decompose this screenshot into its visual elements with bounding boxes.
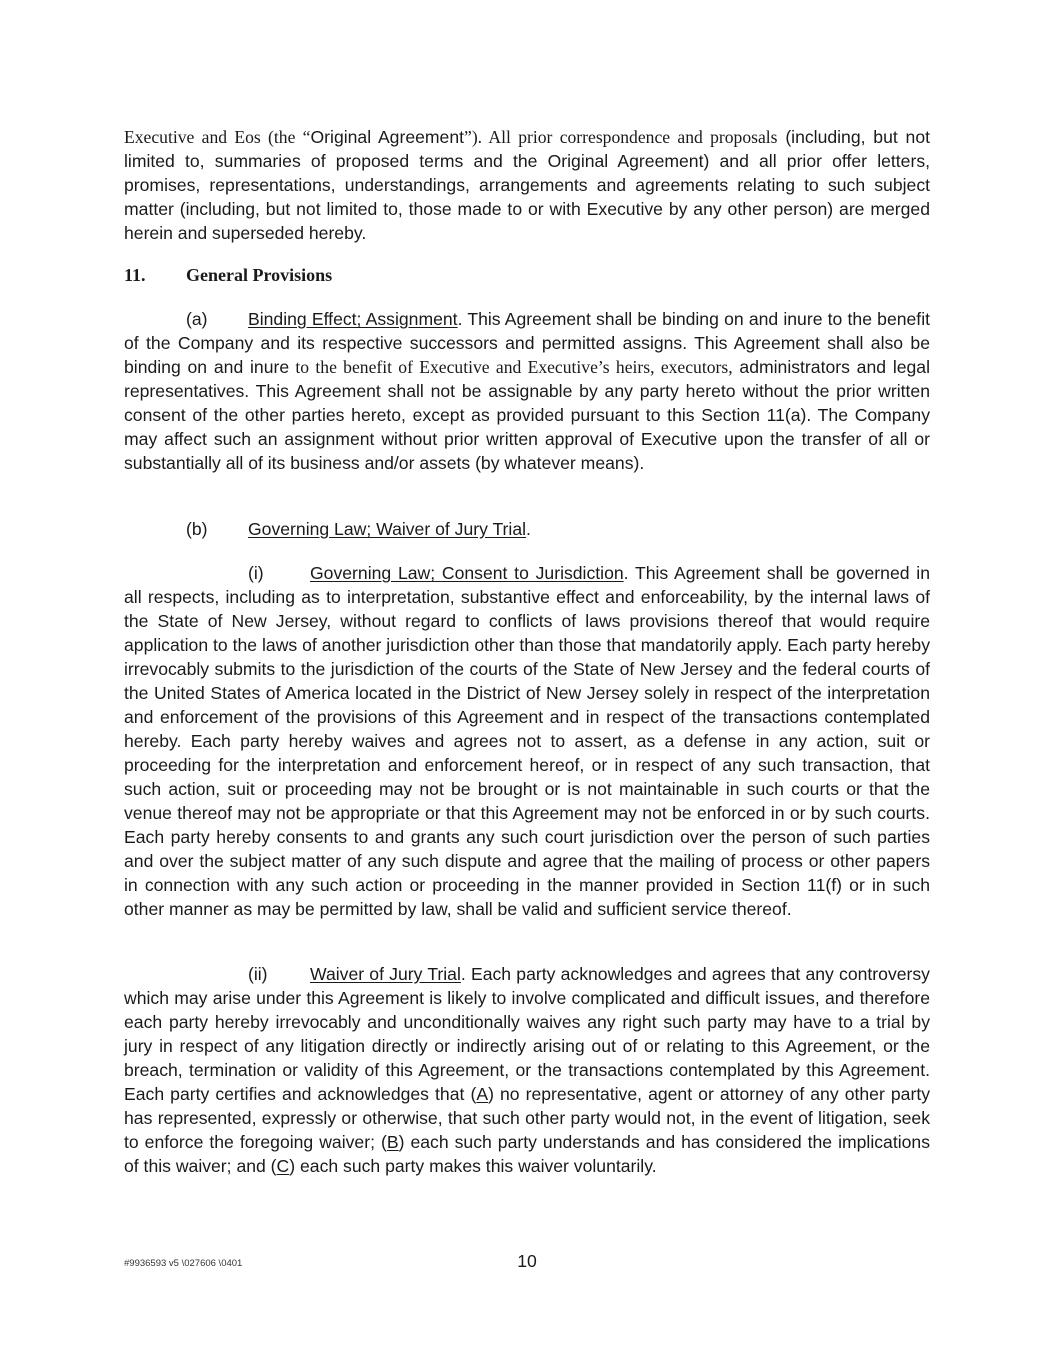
- clause-ii-text-3: ) each such party understands and has considered the implications of this waiver; and (: [124, 1132, 930, 1176]
- clause-ii: [124, 962, 930, 1178]
- section-title: General Provisions: [186, 265, 333, 285]
- section-number: 11.: [124, 265, 146, 285]
- clause-ii-text-1: . Each party acknowledges and agrees that any controversy which may arise under this Agreement is likely to involve complicated and difficult issues, and therefore each party hereby irrevocably and unconditionally waives any right such party may have to a trial by jury in respect of any litigation directly or indirectly arising out of or relating to this Agreement, or the breach, termination or validity of this Agreement, or the transactions contemplated by this Agreement. Each party certifies and acknowledges that (: [124, 964, 930, 1104]
- paragraph-continuation: [124, 125, 930, 245]
- clause-i-label: (i): [248, 563, 264, 583]
- subsection-a-heading: Binding Effect; Assignment: [248, 309, 458, 329]
- para1-defined-term: Original Agreement: [310, 127, 465, 147]
- clause-i: [124, 561, 930, 921]
- clause-ii-mark-b: B: [386, 1132, 399, 1152]
- subsection-b-label: (b): [186, 519, 208, 539]
- section-heading: [124, 263, 332, 287]
- subsection-a-text: . This Agreement shall be binding on and inure to the benefit of the Company and its respective successors and permitted assigns. This Agreement shall also be binding on and inure: [124, 309, 930, 377]
- para1-text-serif: Executive and Eos (the “: [124, 127, 311, 147]
- document-id-footer: #9936593 v5 \027606 \0401: [124, 1258, 243, 1269]
- clause-i-heading: Governing Law; Consent to Jurisdiction: [310, 563, 624, 583]
- clause-i-text: . This Agreement shall be governed in all respects, including as to interpretation, substantive effect and enforceability, by the internal laws of the State of New Jersey, without regard to conflicts of laws provisions thereof that would require application to the laws of another jurisdiction other than those that mandatorily apply. Each party hereby irrevocably submits to the jurisdiction of the courts of the State of New Jersey and the federal courts of the United States of America located in the District of New Jersey solely in respect of the interpretation and enforcement of the provisions of this Agreement and in respect of the transactions contemplated hereby. Each party hereby waives and agrees not to assert, as a defense in any action, suit or proceeding for the interpretation and enforcement hereof, or in respect of any such transaction, that such action, suit or proceeding may not be brought or is not maintainable in such courts or that the venue thereof may not be appropriate or that this Agreement may not be enforced in or by such courts. Each party hereby consents to and grants any such court jurisdiction over the person of such parties and over the subject matter of any such dispute and agree that the mailing of process or other papers in connection with any such action or proceeding in the manner provided in Section 11(f) or in such other manner as may be permitted by law, shall be valid and sufficient service thereof.: [124, 563, 930, 919]
- para1-text-serif-2: ”). All prior correspondence and proposals: [464, 127, 778, 147]
- clause-ii-text-4: ) each such party makes this waiver voluntarily.: [289, 1156, 657, 1176]
- subsection-a: [124, 307, 930, 475]
- para1-text: (including, but not limited to, summaries of proposed terms and the Original Agreement) and all prior offer letters, promises, representations, understandings, arrangements and agreements relating to such subject matter (including, but not limited to, those made to or with Executive by any other person) are merged herein and superseded hereby.: [124, 127, 931, 243]
- clause-ii-text-2: ) no representative, agent or attorney of any other party has represented, expressly or otherwise, that such other party would not, in the event of litigation, seek to enforce the foregoing waiver; (: [124, 1084, 930, 1152]
- subsection-a-label: (a): [186, 309, 208, 329]
- clause-ii-label: (ii): [248, 964, 268, 984]
- subsection-b: [124, 517, 930, 541]
- subsection-a-text-2: administrators and legal representatives. This Agreement shall not be assignable by any party hereto without the prior written consent of the other parties hereto, except as provided pursuant to this Section 11(a). The Company may affect such an assignment without prior written approval of Executive upon the transfer of all or substantially all of its business and/or assets (by whatever means).: [124, 357, 930, 473]
- clause-ii-mark-a: A: [476, 1084, 489, 1104]
- subsection-a-text-serif: to the benefit of Executive and Executive’s heirs, executors,: [289, 357, 733, 377]
- subsection-b-tail: .: [526, 519, 531, 539]
- page-number: 10: [517, 1251, 537, 1271]
- clause-ii-heading: Waiver of Jury Trial: [310, 964, 461, 984]
- subsection-b-heading: Governing Law; Waiver of Jury Trial: [248, 519, 527, 539]
- clause-ii-mark-c: C: [276, 1156, 290, 1176]
